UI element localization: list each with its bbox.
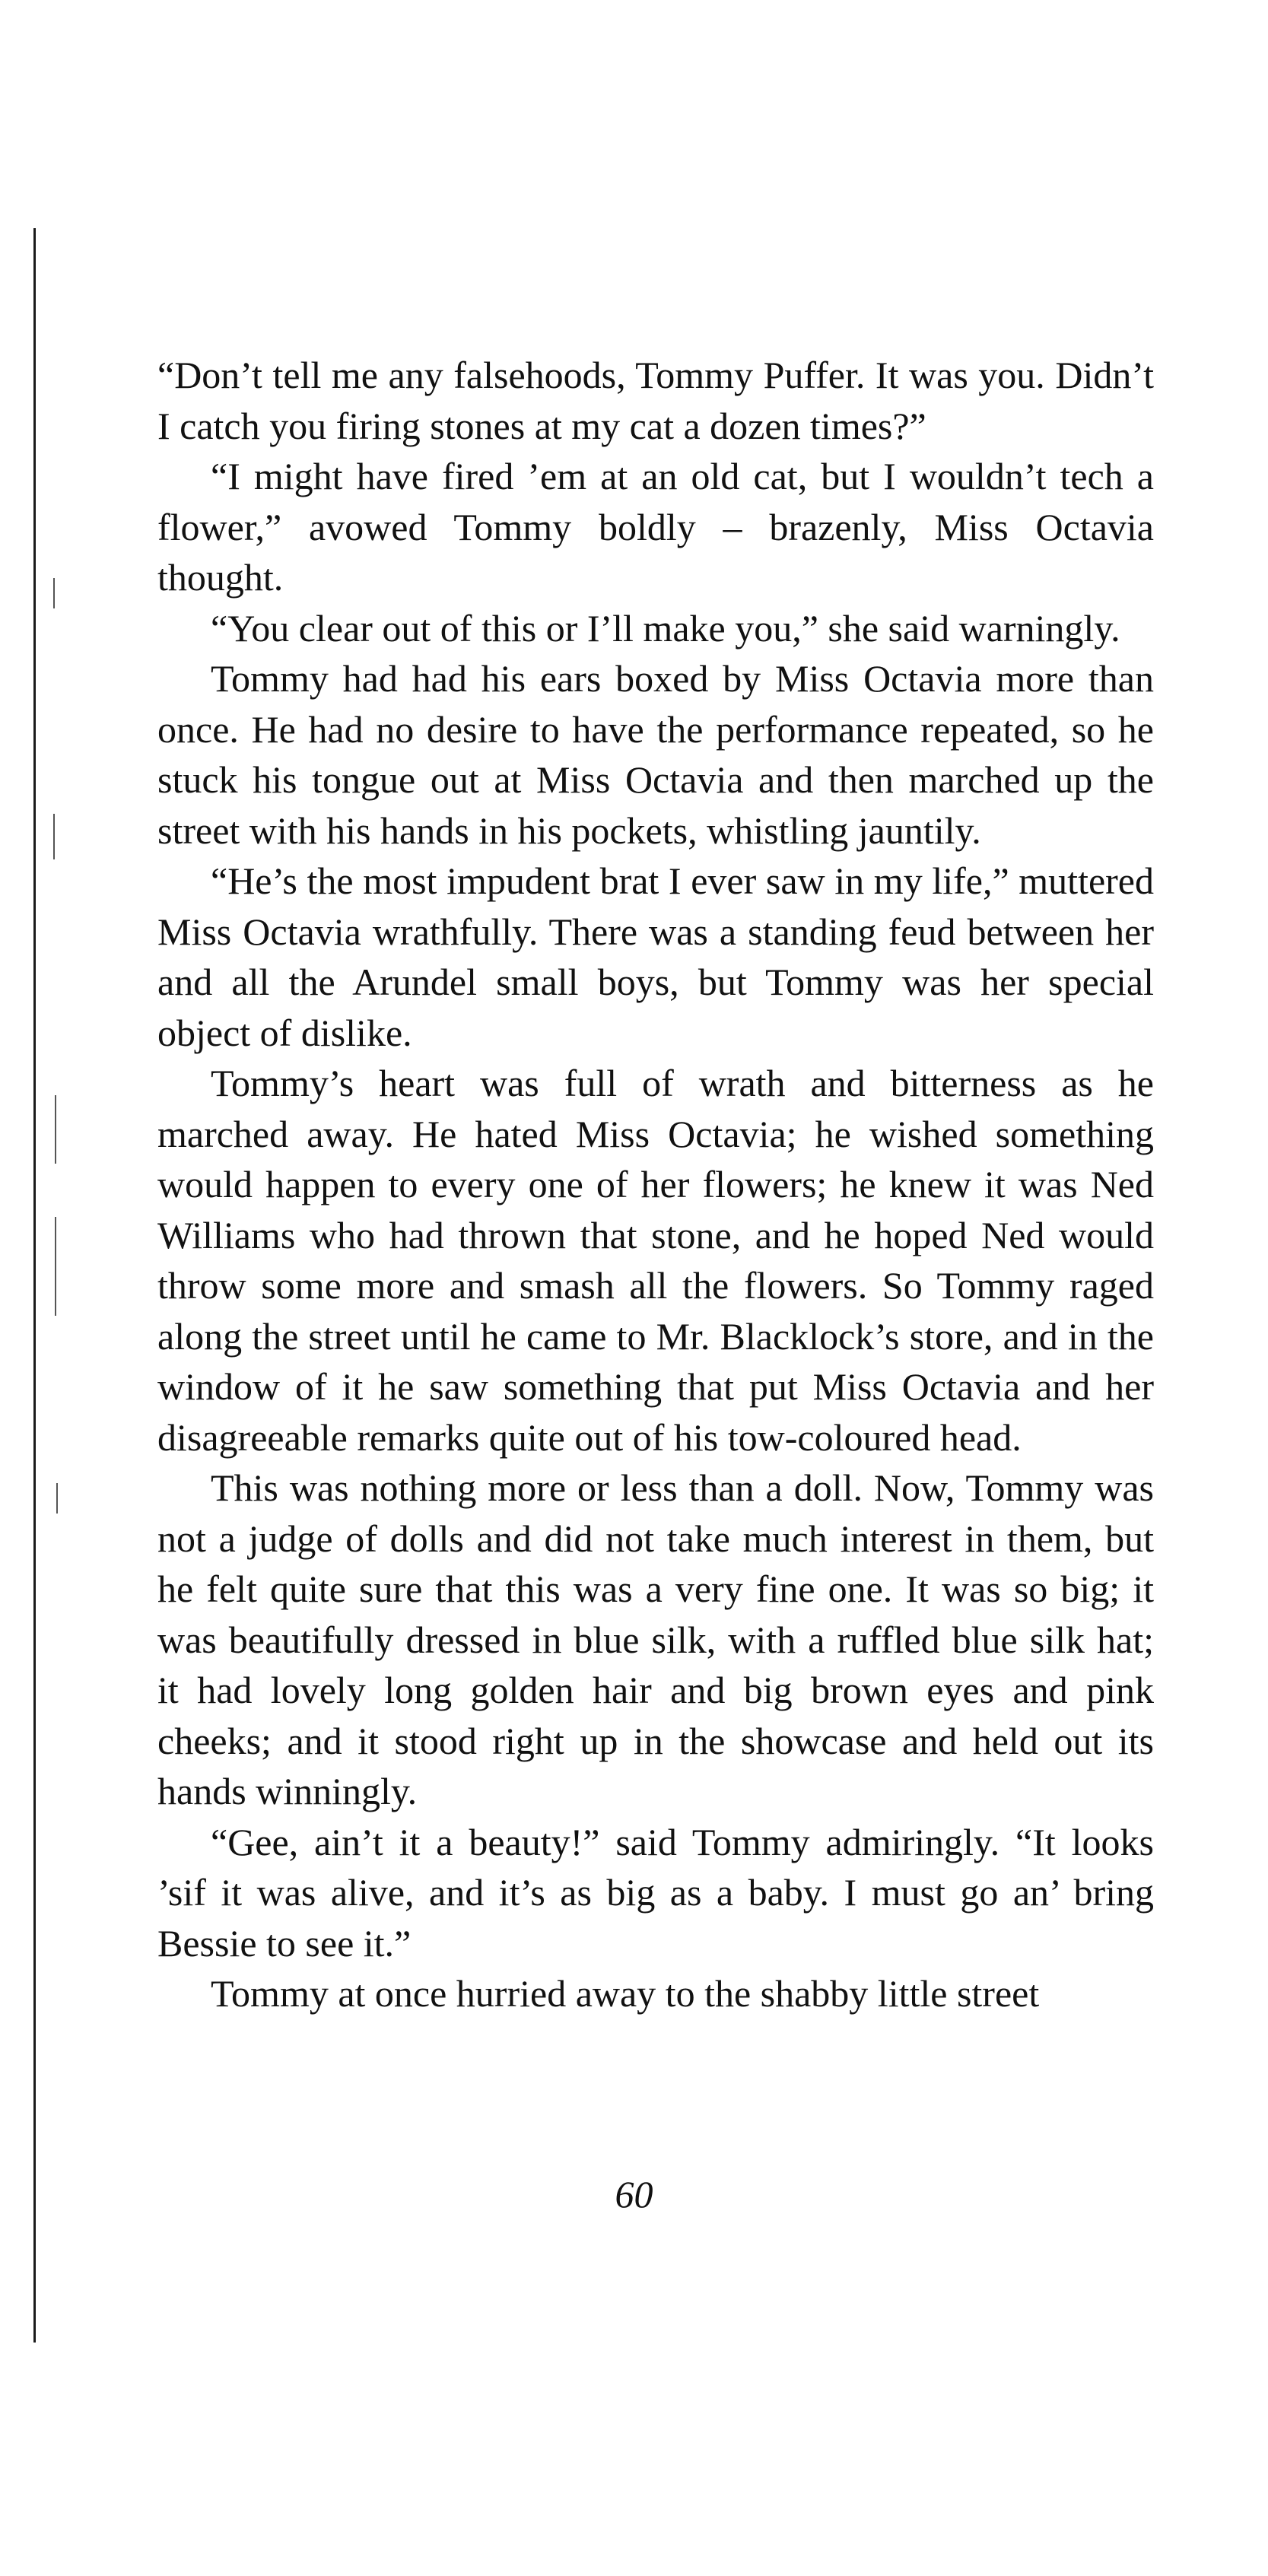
paragraph: Tommy had had his ears boxed by Miss Octavia more than once. He had no desire to have the performance repeated, so he stuck his tongue out at Miss Octavia and then marched up the street with his hands in his pockets, whistling jauntily. xyxy=(157,657,1154,852)
paragraph: “I might have fired ’em at an old cat, but I wouldn’t tech a flower,” avowed Tommy boldly – brazenly, Miss Octavia thought. xyxy=(157,455,1154,599)
paragraph: “Gee, ain’t it a beauty!” said Tommy admiringly. “It looks ’sif it was alive, and it’s as big as a baby. I must go an’ bring Bessie to see it.” xyxy=(157,1820,1154,1965)
scan-artifact-mark xyxy=(55,1217,56,1316)
paragraph: Tommy at once hurried away to the shabby little street xyxy=(211,1972,1040,2015)
scan-artifact-mark xyxy=(56,1483,58,1514)
scan-artifact-mark xyxy=(53,578,55,608)
paragraph: “Don’t tell me any falsehoods, Tommy Puffer. It was you. Didn’t I catch you firing stones at my cat a dozen times?” xyxy=(157,354,1154,447)
binding-gutter-line xyxy=(33,228,36,2343)
page-body-text xyxy=(157,350,1154,2019)
paragraph: This was nothing more or less than a doll. Now, Tommy was not a judge of dolls and did not take much interest in them, but he felt quite sure that this was a very fine one. It was so big; it was beautifully dressed in blue silk, with a ruffled blue silk hat; it had lovely long golden hair and big brown eyes and pink cheeks; and it stood right up in the showcase and held out its hands winningly. xyxy=(157,1466,1154,1812)
scan-artifact-mark xyxy=(53,814,55,859)
paragraph: “He’s the most impudent brat I ever saw in my life,” muttered Miss Octavia wrathfully. There was a standing feud between her and all the Arundel small boys, but Tommy was her special object of dislike. xyxy=(157,859,1154,1054)
page-number: 60 xyxy=(615,2173,653,2215)
paragraph: Tommy’s heart was full of wrath and bitterness as he marched away. He hated Miss Octavia; he wished something would happen to every one of her flowers; he knew it was Ned Williams who had thrown that stone, and he hoped Ned would throw some more and smash all the flowers. So Tommy raged along the street until he came to Mr. Blacklock’s store, and in the window of it he saw something that put Miss Octavia and her disagreeable remarks quite out of his tow-coloured head. xyxy=(157,1062,1154,1459)
scan-artifact-mark xyxy=(55,1095,56,1164)
paragraph: “You clear out of this or I’ll make you,” she said warningly. xyxy=(211,606,1120,650)
